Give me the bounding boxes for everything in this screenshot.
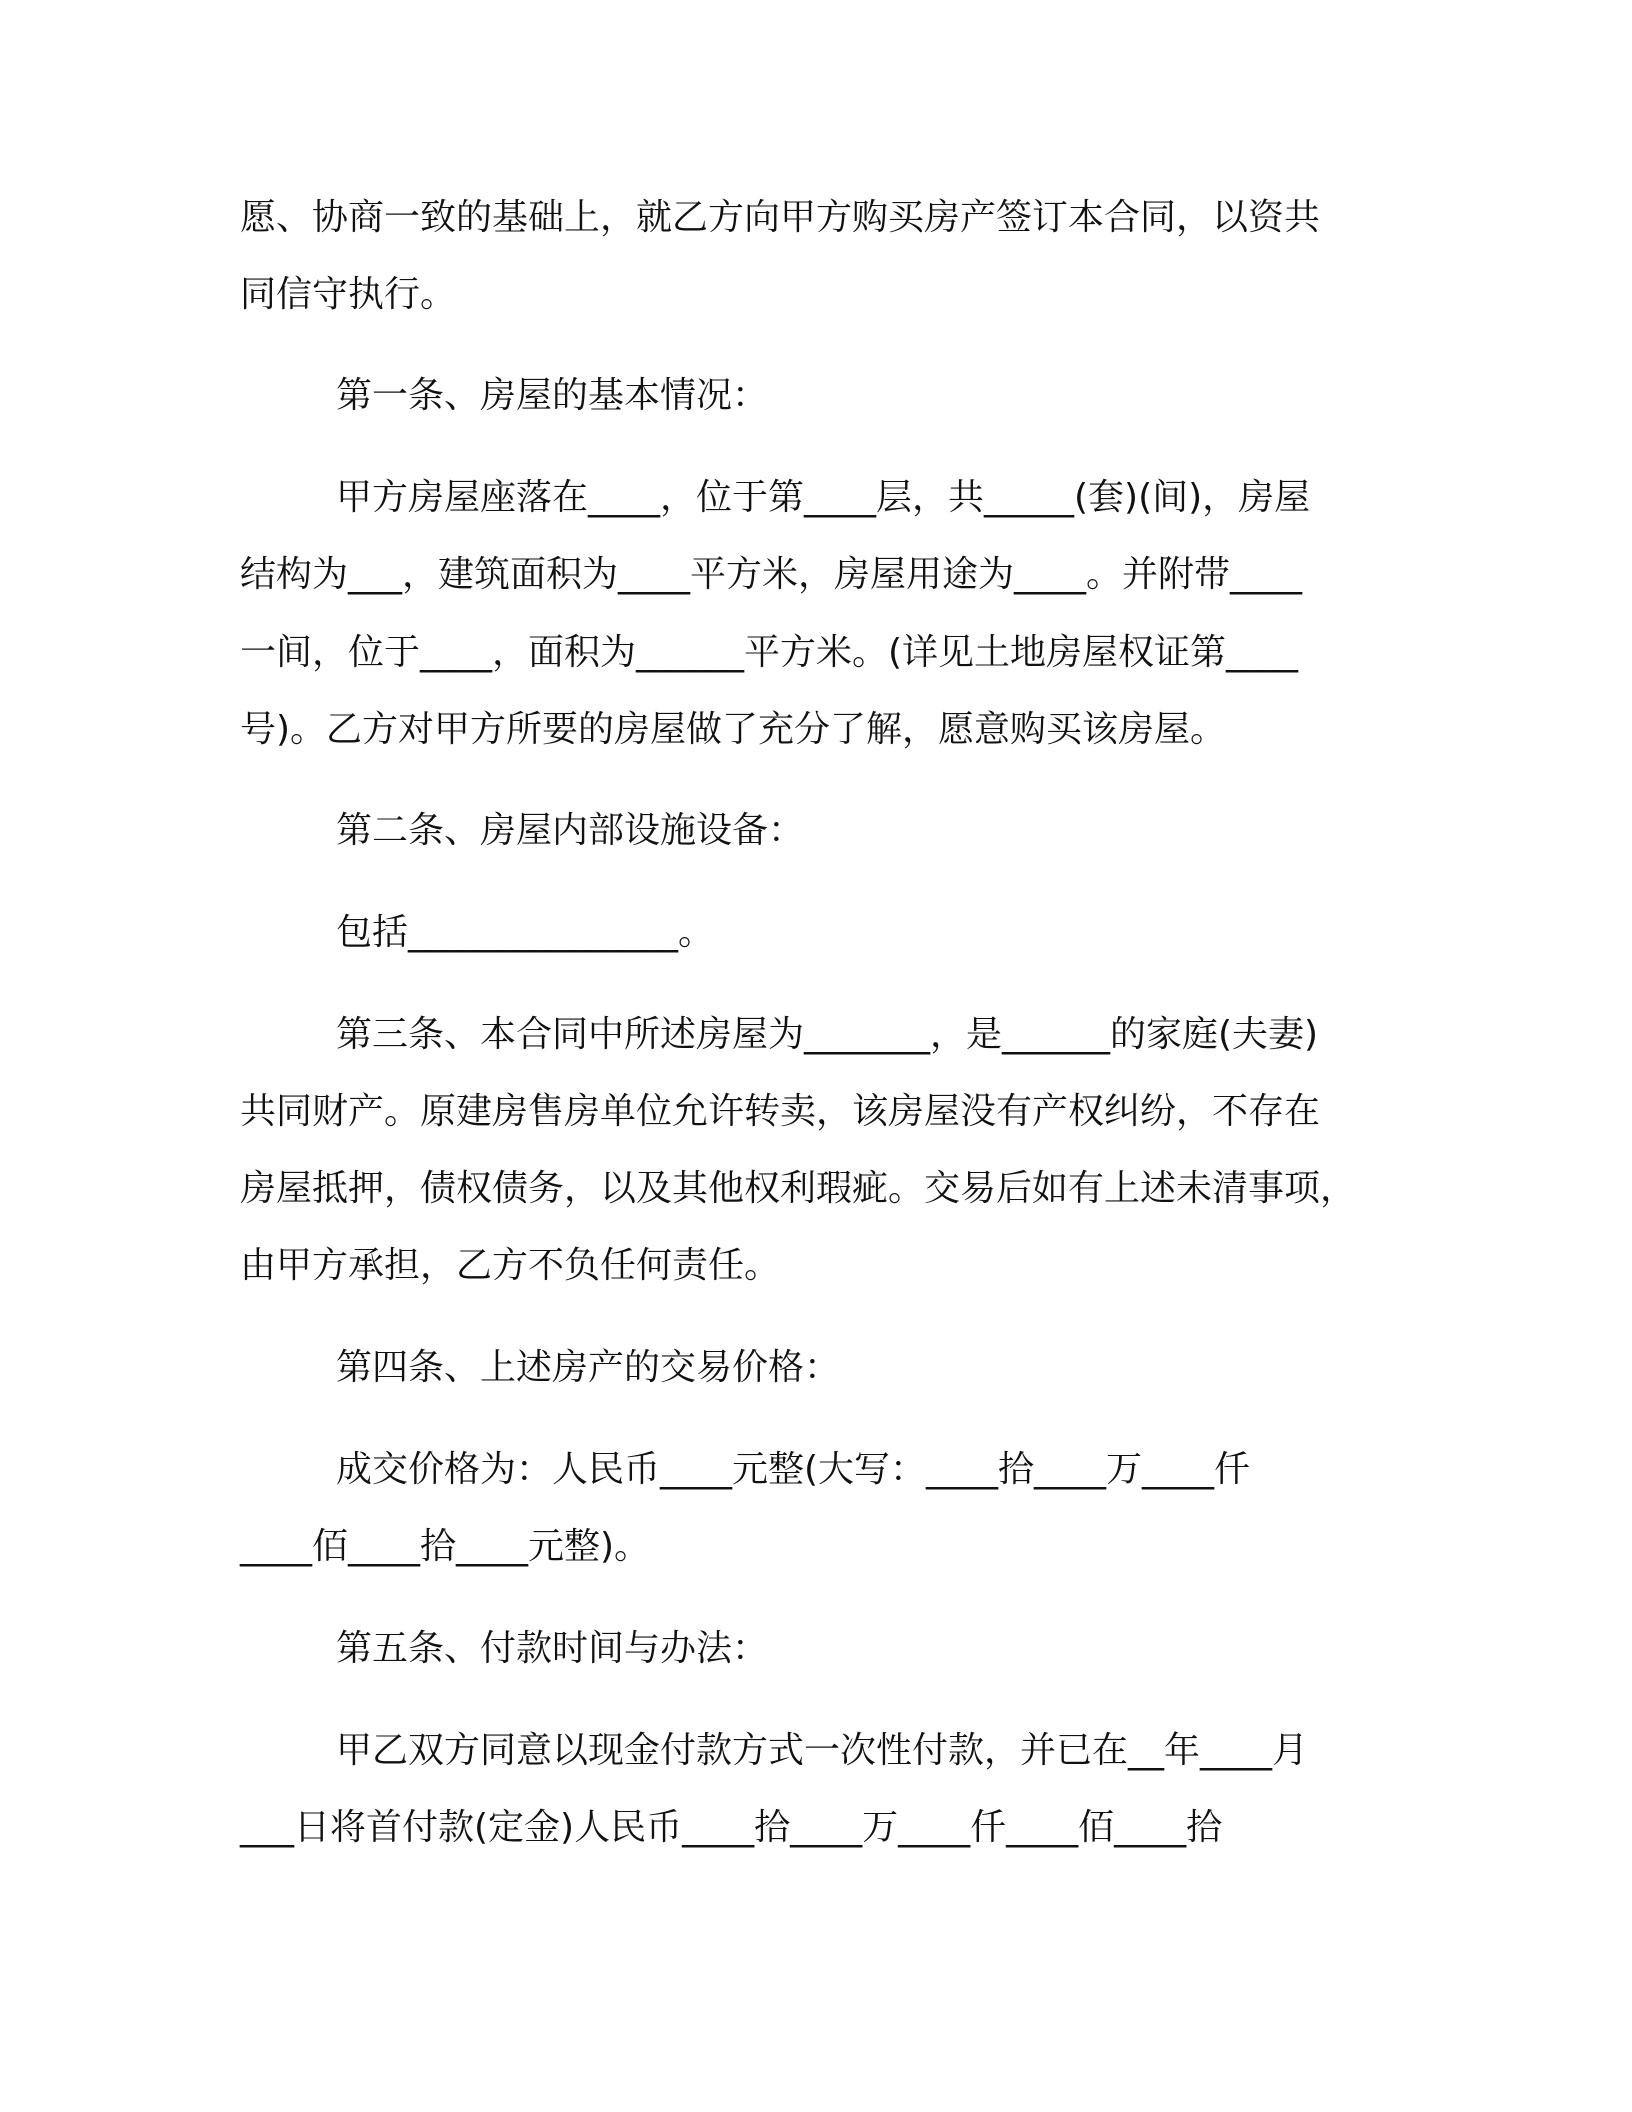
- article-1-line-4: 号)。乙方对甲方所要的房屋做了充分了解，愿意购买该房屋。: [240, 709, 1227, 750]
- article-4-line-1: 成交价格为：人民币____元整(大写：____拾____万____仟: [336, 1449, 1251, 1490]
- article-5-line-2: ___日将首付款(定金)人民币____拾____万____仟____佰____拾: [240, 1807, 1223, 1848]
- article-5-line-1: 甲乙双方同意以现金付款方式一次性付款，并已在__年____月: [336, 1730, 1309, 1771]
- article-1-line-3: 一间，位于____，面积为______平方米。(详见土地房屋权证第____: [240, 632, 1299, 673]
- article-3-line-4: 由甲方承担，乙方不负任何责任。: [240, 1245, 781, 1286]
- text-line-2: 同信守执行。: [240, 274, 457, 315]
- article-2-line-1: 包括_______________。: [336, 912, 715, 953]
- article-1-heading: 第一条、房屋的基本情况：: [336, 375, 769, 416]
- article-1-line-2: 结构为___，建筑面积为____平方米，房屋用途为____。并附带____: [240, 554, 1303, 595]
- article-4-heading: 第四条、上述房产的交易价格：: [336, 1347, 841, 1388]
- article-3-line-3: 房屋抵押，债权债务，以及其他权利瑕疵。交易后如有上述未清事项，: [240, 1168, 1357, 1209]
- article-2-heading: 第二条、房屋内部设施设备：: [336, 810, 805, 851]
- article-1-line-1: 甲方房屋座落在____，位于第____层，共_____(套)(间)，房屋: [336, 477, 1311, 518]
- article-4-line-2: ____佰____拾____元整)。: [240, 1526, 651, 1567]
- article-3-line-2: 共同财产。原建房售房单位允许转卖，该房屋没有产权纠纷，不存在: [240, 1091, 1321, 1132]
- article-3-line-1: 第三条、本合同中所述房屋为_______，是______的家庭(夫妻): [336, 1014, 1319, 1055]
- text-line-1: 愿、协商一致的基础上，就乙方向甲方购买房产签订本合同，以资共: [240, 197, 1321, 238]
- article-5-heading: 第五条、付款时间与办法：: [336, 1628, 769, 1669]
